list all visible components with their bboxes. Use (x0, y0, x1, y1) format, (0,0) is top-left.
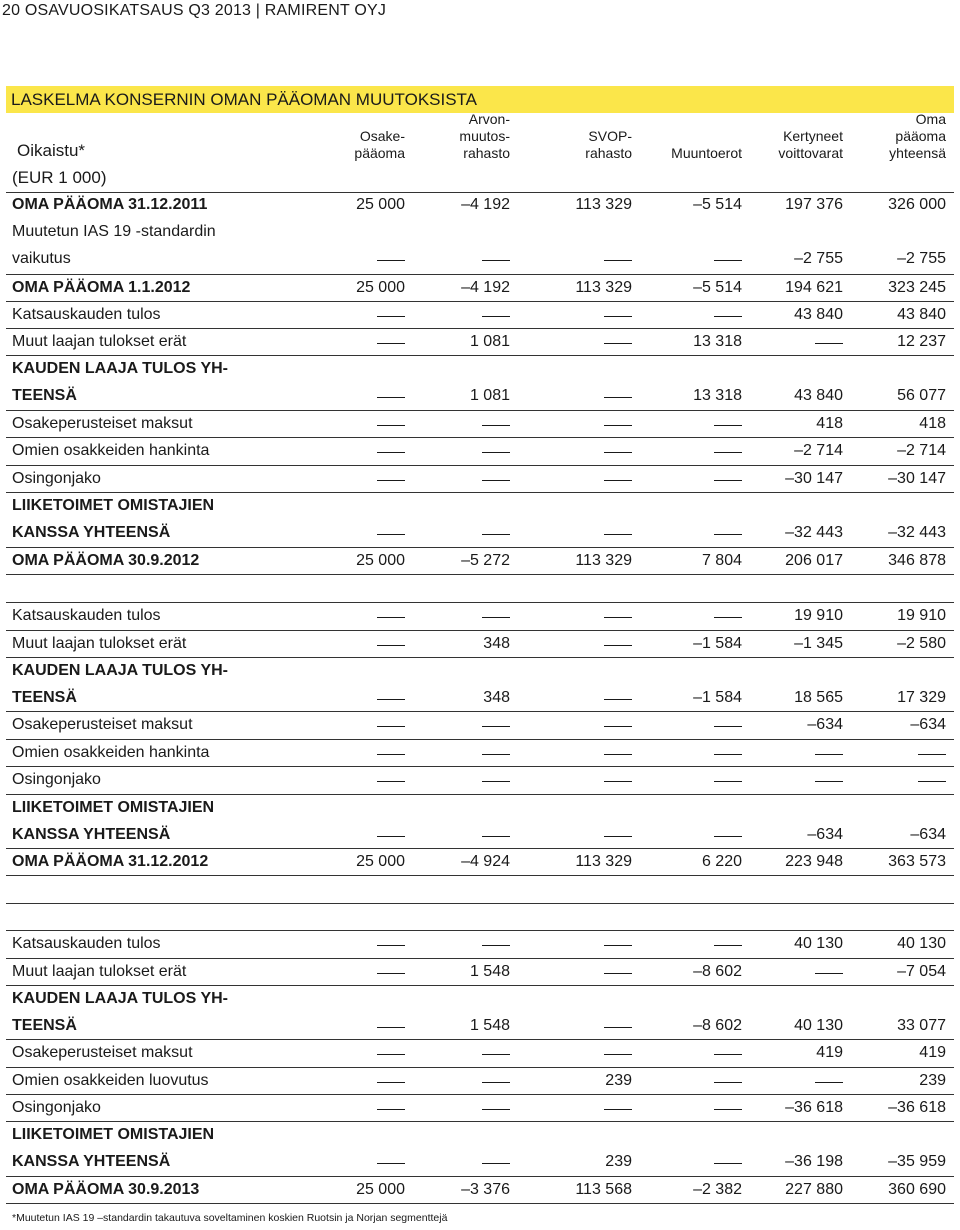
value-cell: 419 (816, 1044, 843, 1061)
dash-cell (377, 754, 405, 755)
row-divider (6, 657, 954, 658)
footnote: *Muutetun IAS 19 –standardin takautuva soveltaminen koskien Ruotsin ja Norjan segmenttejä (12, 1212, 448, 1224)
value-cell: 346 878 (888, 552, 946, 569)
value-cell: 419 (919, 1044, 946, 1061)
row-label: KANSSA YHTEENSÄ (12, 826, 171, 843)
value-cell: 13 318 (693, 387, 742, 404)
value-cell: –4 192 (461, 196, 510, 213)
row-label: Katsauskauden tulos (12, 607, 161, 624)
row-divider (6, 1203, 954, 1204)
value-cell: 239 (605, 1072, 632, 1089)
value-cell: 194 621 (785, 279, 843, 296)
dash-cell (482, 781, 510, 782)
value-cell: 239 (919, 1072, 946, 1089)
row-divider (6, 602, 954, 603)
value-cell: 25 000 (356, 552, 405, 569)
dash-cell (482, 1054, 510, 1055)
row-divider (6, 574, 954, 575)
row-divider (6, 355, 954, 356)
column-header: Arvon- muutos- rahasto (459, 111, 510, 161)
value-cell: 43 840 (897, 306, 946, 323)
row-divider (6, 274, 954, 275)
row-label: LIIKETOIMET OMISTAJIEN (12, 1126, 215, 1143)
row-divider (6, 301, 954, 302)
page-header: 20 OSAVUOSIKATSAUS Q3 2013 | RAMIRENT OYJ (2, 2, 387, 19)
dash-cell (604, 1054, 632, 1055)
row-label: Muut laajan tulokset erät (12, 635, 187, 652)
value-cell: 25 000 (356, 279, 405, 296)
value-cell: 33 077 (897, 1017, 946, 1034)
column-header: Osake- pääoma (354, 128, 405, 161)
row-label: TEENSÄ (12, 387, 77, 404)
dash-cell (482, 316, 510, 317)
row-label: OMA PÄÄOMA 30.9.2012 (12, 552, 200, 569)
dash-cell (604, 617, 632, 618)
value-cell: –2 714 (897, 442, 946, 459)
row-divider (6, 903, 954, 904)
dash-cell (714, 1082, 742, 1083)
dash-cell (482, 452, 510, 453)
value-cell: 348 (483, 635, 510, 652)
row-label: Osakeperusteiset maksut (12, 415, 193, 432)
column-header: Muuntoerot (671, 145, 742, 161)
value-cell: 43 840 (794, 387, 843, 404)
row-divider (6, 794, 954, 795)
dash-cell (482, 260, 510, 261)
dash-cell (377, 1054, 405, 1055)
row-label: OMA PÄÄOMA 30.9.2013 (12, 1181, 200, 1198)
value-cell: 197 376 (785, 196, 843, 213)
value-cell: –2 755 (897, 250, 946, 267)
dash-cell (604, 781, 632, 782)
dash-cell (604, 425, 632, 426)
column-header: Oma pääoma yhteensä (889, 111, 946, 161)
dash-cell (377, 452, 405, 453)
value-cell: –30 147 (888, 470, 946, 487)
dash-cell (815, 781, 843, 782)
row-label: OMA PÄÄOMA 31.12.2012 (12, 853, 209, 870)
row-label: KANSSA YHTEENSÄ (12, 1153, 171, 1170)
value-cell: –634 (807, 826, 843, 843)
dash-cell (714, 781, 742, 782)
dash-cell (482, 754, 510, 755)
value-cell: 56 077 (897, 387, 946, 404)
value-cell: 239 (605, 1153, 632, 1170)
value-cell: 7 804 (701, 552, 742, 569)
value-cell: 40 130 (897, 935, 946, 952)
value-cell: 323 245 (888, 279, 946, 296)
value-cell: 113 329 (575, 279, 632, 296)
row-divider (6, 465, 954, 466)
dash-cell (482, 1109, 510, 1110)
row-label: Osingonjako (12, 1099, 101, 1116)
dash-cell (604, 452, 632, 453)
value-cell: 113 329 (575, 552, 632, 569)
dash-cell (482, 945, 510, 946)
row-divider (6, 1121, 954, 1122)
row-label: OMA PÄÄOMA 1.1.2012 (12, 279, 191, 296)
dash-cell (377, 260, 405, 261)
value-cell: 113 329 (575, 853, 632, 870)
value-cell: 348 (483, 689, 510, 706)
value-cell: –32 443 (888, 524, 946, 541)
value-cell: –36 198 (785, 1153, 843, 1170)
dash-cell (377, 1163, 405, 1164)
dash-cell (604, 1109, 632, 1110)
dash-cell (377, 316, 405, 317)
row-label: Osingonjako (12, 470, 101, 487)
value-cell: –2 714 (794, 442, 843, 459)
value-cell: –36 618 (785, 1099, 843, 1116)
value-cell: 360 690 (888, 1181, 946, 1198)
dash-cell (377, 617, 405, 618)
dash-cell (815, 754, 843, 755)
value-cell: –634 (910, 826, 946, 843)
dash-cell (377, 1109, 405, 1110)
row-divider (6, 1176, 954, 1177)
value-cell: –36 618 (888, 1099, 946, 1116)
value-cell: –5 272 (461, 552, 510, 569)
column-header: Kertyneet voittovarat (778, 128, 843, 161)
row-divider (6, 739, 954, 740)
dash-cell (377, 781, 405, 782)
row-divider (6, 492, 954, 493)
value-cell: 19 910 (794, 607, 843, 624)
value-cell: –2 382 (693, 1181, 742, 1198)
dash-cell (604, 836, 632, 837)
row-divider (6, 630, 954, 631)
dash-cell (482, 726, 510, 727)
row-label: Omien osakkeiden hankinta (12, 744, 210, 761)
row-divider (6, 766, 954, 767)
row-divider (6, 958, 954, 959)
value-cell: 363 573 (888, 853, 946, 870)
row-label: TEENSÄ (12, 689, 77, 706)
row-label: KAUDEN LAAJA TULOS YH- (12, 360, 229, 377)
row-label: Muut laajan tulokset erät (12, 963, 187, 980)
value-cell: 40 130 (794, 1017, 843, 1034)
dash-cell (604, 480, 632, 481)
row-divider (6, 711, 954, 712)
dash-cell (377, 836, 405, 837)
dash-cell (482, 534, 510, 535)
dash-cell (604, 260, 632, 261)
value-cell: 18 565 (794, 689, 843, 706)
restated-label: Oikaistu* (17, 141, 86, 160)
row-label: Muut laajan tulokset erät (12, 333, 187, 350)
row-label: LIIKETOIMET OMISTAJIEN (12, 497, 215, 514)
value-cell: –2 755 (794, 250, 843, 267)
row-label: Katsauskauden tulos (12, 935, 161, 952)
dash-cell (377, 945, 405, 946)
dash-cell (482, 836, 510, 837)
row-label: Omien osakkeiden luovutus (12, 1072, 209, 1089)
dash-cell (918, 754, 946, 755)
value-cell: –32 443 (785, 524, 843, 541)
dash-cell (604, 754, 632, 755)
value-cell: 113 329 (575, 196, 632, 213)
dash-cell (604, 726, 632, 727)
value-cell: –634 (910, 716, 946, 733)
value-cell: –30 147 (785, 470, 843, 487)
value-cell: 1 081 (469, 333, 510, 350)
value-cell: 1 548 (469, 1017, 510, 1034)
row-label: OMA PÄÄOMA 31.12.2011 (12, 196, 208, 213)
row-divider (6, 875, 954, 876)
row-divider (6, 1067, 954, 1068)
value-cell: 43 840 (794, 306, 843, 323)
row-label: vaikutus (12, 250, 71, 267)
row-divider (6, 1094, 954, 1095)
dash-cell (377, 726, 405, 727)
dash-cell (918, 781, 946, 782)
value-cell: –8 602 (693, 963, 742, 980)
column-header: SVOP- rahasto (585, 128, 632, 161)
row-divider (6, 328, 954, 329)
row-label: KANSSA YHTEENSÄ (12, 524, 171, 541)
row-label: Osingonjako (12, 771, 101, 788)
dash-cell (604, 316, 632, 317)
dash-cell (714, 754, 742, 755)
value-cell: 227 880 (785, 1181, 843, 1198)
value-cell: –3 376 (461, 1181, 510, 1198)
value-cell: 418 (816, 415, 843, 432)
row-label: LIIKETOIMET OMISTAJIEN (12, 799, 215, 816)
dash-cell (377, 1082, 405, 1083)
value-cell: –7 054 (897, 963, 946, 980)
row-divider (6, 547, 954, 548)
value-cell: 19 910 (897, 607, 946, 624)
value-cell: –1 584 (693, 635, 742, 652)
row-divider (6, 985, 954, 986)
value-cell: 113 568 (575, 1181, 632, 1198)
value-cell: –8 602 (693, 1017, 742, 1034)
row-divider (6, 192, 954, 193)
value-cell: 40 130 (794, 935, 843, 952)
value-cell: 25 000 (356, 1181, 405, 1198)
value-cell: 1 548 (469, 963, 510, 980)
row-label: KAUDEN LAAJA TULOS YH- (12, 662, 229, 679)
value-cell: 223 948 (785, 853, 843, 870)
value-cell: –4 924 (461, 853, 510, 870)
row-divider (6, 437, 954, 438)
row-label: Katsauskauden tulos (12, 306, 161, 323)
dash-cell (482, 425, 510, 426)
row-divider (6, 410, 954, 411)
row-divider (6, 848, 954, 849)
dash-cell (604, 534, 632, 535)
row-label: KAUDEN LAAJA TULOS YH- (12, 990, 229, 1007)
value-cell: –5 514 (693, 279, 742, 296)
dash-cell (377, 480, 405, 481)
value-cell: –35 959 (888, 1153, 946, 1170)
row-label: Omien osakkeiden hankinta (12, 442, 210, 459)
value-cell: 418 (919, 415, 946, 432)
dash-cell (482, 480, 510, 481)
dash-cell (604, 945, 632, 946)
table-title: LASKELMA KONSERNIN OMAN PÄÄOMAN MUUTOKSISTA (6, 86, 954, 113)
value-cell: 6 220 (701, 853, 742, 870)
row-divider (6, 930, 954, 931)
value-cell: –2 580 (897, 635, 946, 652)
dash-cell (377, 534, 405, 535)
dash-cell (377, 425, 405, 426)
row-divider (6, 1039, 954, 1040)
value-cell: 206 017 (785, 552, 843, 569)
value-cell: –1 345 (794, 635, 843, 652)
row-label: Muutetun IAS 19 -standardin (12, 223, 216, 240)
value-cell: –4 192 (461, 279, 510, 296)
dash-cell (482, 617, 510, 618)
value-cell: 25 000 (356, 853, 405, 870)
row-label: TEENSÄ (12, 1017, 77, 1034)
value-cell: –634 (807, 716, 843, 733)
value-cell: 326 000 (888, 196, 946, 213)
value-cell: 13 318 (693, 333, 742, 350)
value-cell: 25 000 (356, 196, 405, 213)
value-cell: –5 514 (693, 196, 742, 213)
value-cell: –1 584 (693, 689, 742, 706)
value-cell: 17 329 (897, 689, 946, 706)
value-cell: 12 237 (897, 333, 946, 350)
value-cell: 1 081 (469, 387, 510, 404)
unit-label: (EUR 1 000) (12, 168, 107, 187)
row-label: Osakeperusteiset maksut (12, 1044, 193, 1061)
row-label: Osakeperusteiset maksut (12, 716, 193, 733)
